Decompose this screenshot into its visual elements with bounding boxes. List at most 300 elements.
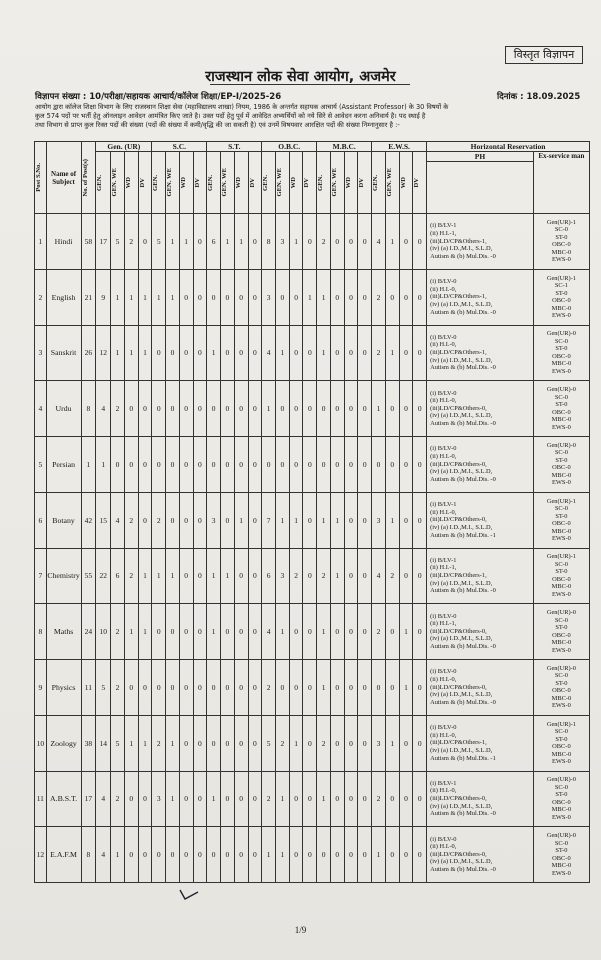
exservice-line: OBC-0 [552, 798, 571, 806]
row-count-cell: 0 [275, 660, 289, 716]
ph-line: (i) B/LV-0 [430, 668, 457, 676]
sub-header: WD [179, 152, 193, 214]
exservice-line: SC-1 [554, 282, 568, 290]
ph-line: (ii) H.I.-0, [430, 452, 457, 460]
exservice-line: OBC-0 [552, 743, 571, 751]
sub-header: GEN. [96, 152, 111, 214]
row-subject: A.B.S.T. [46, 771, 81, 827]
row-count-cell: 1 [221, 214, 235, 270]
row-posts: 11 [81, 660, 96, 716]
row-count-cell: 2 [152, 492, 166, 548]
row-posts: 8 [81, 381, 96, 437]
row-count-cell: 0 [289, 660, 303, 716]
row-count-cell: 0 [248, 715, 262, 771]
row-count-cell: 0 [138, 827, 152, 883]
table-row [35, 381, 590, 437]
row-count-cell: 0 [262, 437, 276, 493]
row-count-cell: 1 [207, 771, 221, 827]
row-count-cell: 0 [166, 827, 180, 883]
row-count-cell: 2 [372, 604, 386, 660]
row-count-cell: 2 [124, 214, 138, 270]
exservice-line: SC-0 [554, 337, 568, 345]
exservice-line: SC-0 [554, 728, 568, 736]
advertisement-date: दिनांक : 18.09.2025 [497, 92, 581, 102]
row-count-cell: 0 [358, 214, 372, 270]
row-count-cell: 2 [111, 660, 125, 716]
ph-line: (ii) H.I.-0, [430, 843, 457, 851]
group-sc-header: S.C. [152, 142, 207, 152]
row-count-cell: 0 [330, 660, 344, 716]
row-count-cell: 3 [275, 214, 289, 270]
col-sno-header: Post S.No. [35, 142, 47, 214]
row-count-cell: 0 [221, 381, 235, 437]
row-count-cell: 1 [124, 325, 138, 381]
row-count-cell: 2 [385, 548, 399, 604]
exservice-line: SC-0 [554, 505, 568, 513]
row-count-cell: 0 [413, 381, 427, 437]
table-row [35, 492, 590, 548]
ph-line: Autism & (b) Mul.Dis. -0 [430, 866, 496, 874]
exservice-line: MBC-0 [551, 750, 572, 758]
row-posts: 42 [81, 492, 96, 548]
exservice-line: MBC-0 [551, 527, 572, 535]
row-count-cell: 0 [248, 437, 262, 493]
sub-header: GEN. WE [385, 152, 399, 214]
row-count-cell: 0 [179, 548, 193, 604]
exservice-line: OBC-0 [552, 408, 571, 416]
ph-line: (i) B/LV-0 [430, 724, 457, 732]
row-count-cell: 0 [303, 492, 317, 548]
ph-line: (iii)LD/CP&Others-1, [430, 293, 487, 301]
sub-header: WD [344, 152, 358, 214]
ph-line: (iv) (a) I.D.,M.I., S.L.D, [430, 746, 493, 754]
exservice-line: ST-0 [555, 568, 568, 576]
row-ph-cell [427, 269, 534, 325]
ph-line: (iii)LD/CP&Others-1, [430, 237, 487, 245]
row-count-cell: 0 [221, 604, 235, 660]
row-count-cell: 2 [262, 660, 276, 716]
row-count-cell: 1 [317, 604, 331, 660]
row-count-cell: 0 [179, 325, 193, 381]
row-count-cell: 0 [111, 437, 125, 493]
row-count-cell: 1 [275, 827, 289, 883]
row-count-cell: 0 [166, 604, 180, 660]
row-count-cell: 1 [124, 604, 138, 660]
row-count-cell: 1 [399, 604, 413, 660]
group-st-header: S.T. [207, 142, 262, 152]
ph-line: (i) B/LV-1 [430, 779, 457, 787]
ph-spacer [427, 162, 534, 214]
exservice-line: ST-0 [555, 735, 568, 743]
row-count-cell: 0 [344, 827, 358, 883]
row-count-cell: 0 [413, 269, 427, 325]
row-count-cell: 0 [289, 604, 303, 660]
exservice-line: Gen(UR)-0 [546, 386, 576, 394]
row-count-cell: 0 [166, 381, 180, 437]
title-underline [210, 84, 410, 85]
row-count-cell: 0 [193, 437, 207, 493]
header-row-ph [35, 152, 590, 162]
row-count-cell: 0 [303, 214, 317, 270]
ph-line: (i) B/LV-0 [430, 333, 457, 341]
row-count-cell: 0 [358, 269, 372, 325]
row-count-cell: 0 [303, 604, 317, 660]
row-count-cell: 0 [248, 771, 262, 827]
exservice-line: MBC-0 [551, 583, 572, 591]
row-count-cell: 5 [111, 715, 125, 771]
row-count-cell: 0 [317, 437, 331, 493]
row-count-cell: 0 [124, 437, 138, 493]
row-count-cell: 2 [124, 492, 138, 548]
row-count-cell: 0 [124, 771, 138, 827]
ph-line: (i) B/LV-0 [430, 389, 457, 397]
horizontal-reservation-header: Horizontal Reservation [427, 142, 590, 152]
row-count-cell: 0 [399, 325, 413, 381]
exservice-line: Gen(UR)-1 [546, 720, 576, 728]
row-count-cell: 0 [344, 492, 358, 548]
row-count-cell: 1 [221, 548, 235, 604]
row-count-cell: 0 [385, 269, 399, 325]
ph-line: (iv) (a) I.D.,M.I., S.L.D, [430, 858, 493, 866]
row-count-cell: 0 [385, 660, 399, 716]
row-count-cell: 4 [96, 827, 111, 883]
row-count-cell: 0 [193, 492, 207, 548]
row-count-cell: 0 [193, 381, 207, 437]
ph-line: Autism & (b) Mul.Dis. -0 [430, 643, 496, 651]
row-subject: Maths [46, 604, 81, 660]
ph-line: (ii) H.I.-1, [430, 229, 457, 237]
row-count-cell: 1 [96, 437, 111, 493]
ph-line: Autism & (b) Mul.Dis. -1 [430, 754, 496, 762]
ph-line: (ii) H.I.-0, [430, 675, 457, 683]
row-count-cell: 1 [207, 325, 221, 381]
row-count-cell: 0 [234, 604, 248, 660]
row-count-cell: 1 [166, 715, 180, 771]
row-count-cell: 0 [193, 604, 207, 660]
ph-line: (i) B/LV-0 [430, 835, 457, 843]
row-count-cell: 0 [207, 715, 221, 771]
row-count-cell: 14 [96, 715, 111, 771]
row-count-cell: 1 [234, 214, 248, 270]
ph-line: (iv) (a) I.D.,M.I., S.L.D, [430, 523, 493, 531]
exservice-line: EWS-0 [552, 702, 571, 710]
row-count-cell: 1 [289, 492, 303, 548]
row-count-cell: 0 [344, 214, 358, 270]
sub-header: GEN. [262, 152, 276, 214]
row-count-cell: 0 [193, 548, 207, 604]
row-count-cell: 0 [179, 827, 193, 883]
table-row [35, 715, 590, 771]
handwritten-tick-mark [178, 887, 200, 901]
row-count-cell: 0 [179, 715, 193, 771]
row-count-cell: 0 [207, 827, 221, 883]
col-posts-header: No. of Post(s) [81, 142, 96, 214]
intro-line: कुल 574 पदों पर भर्ती हेतु ऑनलाइन आवेदन आमंत्रित किए जाते है। उक्त पदों हेतु पूर्व में आवेदित अभ्यर्थियों को नये सिरे से आवेदन करना अनिवार्य है। पद स्थाई है [35, 112, 426, 120]
commission-title: राजस्थान लोक सेवा आयोग, अजमेर [205, 69, 396, 85]
exservice-line: SC-0 [554, 839, 568, 847]
row-count-cell: 0 [221, 827, 235, 883]
exservice-line: EWS-0 [552, 758, 571, 766]
row-count-cell: 0 [234, 771, 248, 827]
row-count-cell: 0 [179, 269, 193, 325]
col-ph-header: PH [427, 152, 534, 162]
row-count-cell: 0 [344, 715, 358, 771]
row-count-cell: 0 [317, 381, 331, 437]
row-count-cell: 0 [193, 269, 207, 325]
row-count-cell: 3 [372, 492, 386, 548]
row-count-cell: 0 [385, 437, 399, 493]
ph-line: (iii)LD/CP&Others-0, [430, 850, 487, 858]
row-count-cell: 0 [413, 492, 427, 548]
sub-header: DV [303, 152, 317, 214]
row-count-cell: 0 [330, 827, 344, 883]
ph-line: (i) B/LV-0 [430, 612, 457, 620]
exservice-line: EWS-0 [552, 535, 571, 543]
row-subject: E.A.F.M [46, 827, 81, 883]
ph-line: Autism & (b) Mul.Dis. -0 [430, 698, 496, 706]
row-count-cell: 3 [152, 771, 166, 827]
row-count-cell: 0 [207, 660, 221, 716]
row-count-cell: 2 [111, 381, 125, 437]
group-ews-header: E.W.S. [372, 142, 427, 152]
exservice-line: ST-0 [555, 456, 568, 464]
ph-line: Autism & (b) Mul.Dis. -0 [430, 252, 496, 260]
table-row [35, 660, 590, 716]
table-row [35, 269, 590, 325]
row-count-cell: 4 [111, 492, 125, 548]
row-count-cell: 7 [262, 492, 276, 548]
row-count-cell: 0 [193, 325, 207, 381]
row-count-cell: 1 [317, 269, 331, 325]
row-ph-cell [427, 715, 534, 771]
row-count-cell: 3 [262, 269, 276, 325]
row-count-cell: 0 [124, 660, 138, 716]
row-count-cell: 6 [262, 548, 276, 604]
row-count-cell: 0 [344, 437, 358, 493]
row-count-cell: 0 [289, 771, 303, 827]
row-exservice-cell [533, 771, 589, 827]
row-count-cell: 0 [358, 548, 372, 604]
row-count-cell: 0 [399, 548, 413, 604]
row-count-cell: 0 [399, 214, 413, 270]
ph-line: (iii)LD/CP&Others-0, [430, 516, 487, 524]
table-body [35, 214, 590, 883]
row-count-cell: 0 [275, 437, 289, 493]
exservice-line: ST-0 [555, 289, 568, 297]
detailed-advertisement-tag: विस्तृत विज्ञापन [505, 46, 583, 64]
row-count-cell: 0 [179, 381, 193, 437]
row-count-cell: 0 [234, 325, 248, 381]
exservice-line: EWS-0 [552, 590, 571, 598]
ph-line: (iii)LD/CP&Others-1, [430, 739, 487, 747]
sub-header: DV [138, 152, 152, 214]
row-count-cell: 1 [289, 214, 303, 270]
ph-line: (iii)LD/CP&Others-0, [430, 627, 487, 635]
row-count-cell: 0 [138, 214, 152, 270]
row-count-cell: 0 [152, 827, 166, 883]
exservice-line: Gen(UR)-1 [546, 497, 576, 505]
row-count-cell: 1 [152, 269, 166, 325]
row-count-cell: 1 [399, 660, 413, 716]
ph-line: (i) B/LV-0 [430, 278, 457, 286]
sub-header: GEN. WE [221, 152, 235, 214]
sub-header: DV [358, 152, 372, 214]
row-count-cell: 1 [111, 269, 125, 325]
exservice-line: Gen(UR)-1 [546, 218, 576, 226]
row-count-cell: 0 [289, 827, 303, 883]
table-row [35, 827, 590, 883]
row-count-cell: 0 [221, 660, 235, 716]
row-count-cell: 0 [124, 381, 138, 437]
row-count-cell: 0 [179, 437, 193, 493]
exservice-line: MBC-0 [551, 248, 572, 256]
row-count-cell: 1 [111, 325, 125, 381]
row-count-cell: 1 [207, 604, 221, 660]
ph-line: (i) B/LV-1 [430, 556, 457, 564]
row-subject: Urdu [46, 381, 81, 437]
exservice-line: ST-0 [555, 233, 568, 241]
row-count-cell: 0 [138, 381, 152, 437]
ph-line: (iv) (a) I.D.,M.I., S.L.D, [430, 635, 493, 643]
ph-line: (ii) H.I.-0, [430, 397, 457, 405]
row-count-cell: 0 [372, 660, 386, 716]
row-count-cell: 0 [248, 548, 262, 604]
row-sno: 6 [35, 492, 47, 548]
row-count-cell: 1 [330, 492, 344, 548]
ph-line: (i) B/LV-1 [430, 501, 457, 509]
page-number: 1/9 [294, 925, 307, 935]
row-count-cell: 0 [399, 771, 413, 827]
ph-line: (iv) (a) I.D.,M.I., S.L.D, [430, 691, 493, 699]
row-count-cell: 0 [330, 269, 344, 325]
ph-line: Autism & (b) Mul.Dis. -1 [430, 531, 496, 539]
row-count-cell: 1 [385, 214, 399, 270]
row-count-cell: 0 [330, 214, 344, 270]
row-exservice-cell [533, 437, 589, 493]
row-count-cell: 0 [221, 492, 235, 548]
row-count-cell: 0 [193, 827, 207, 883]
row-count-cell: 0 [413, 715, 427, 771]
ph-line: (ii) H.I.-0, [430, 341, 457, 349]
exservice-line: SC-0 [554, 672, 568, 680]
row-count-cell: 1 [138, 269, 152, 325]
row-count-cell: 0 [221, 325, 235, 381]
exservice-line: MBC-0 [551, 304, 572, 312]
row-subject: Sanskrit [46, 325, 81, 381]
row-count-cell: 0 [413, 325, 427, 381]
ph-line: Autism & (b) Mul.Dis. -0 [430, 475, 496, 483]
ph-line: Autism & (b) Mul.Dis. -0 [430, 810, 496, 818]
row-posts: 26 [81, 325, 96, 381]
row-count-cell: 9 [96, 269, 111, 325]
exservice-line: EWS-0 [552, 312, 571, 320]
ph-line: (iv) (a) I.D.,M.I., S.L.D, [430, 412, 493, 420]
sub-header: DV [248, 152, 262, 214]
row-count-cell: 0 [234, 437, 248, 493]
row-count-cell: 1 [111, 827, 125, 883]
row-count-cell: 0 [248, 604, 262, 660]
exservice-line: EWS-0 [552, 256, 571, 264]
ph-line: (ii) H.I.-1, [430, 564, 457, 572]
row-count-cell: 0 [234, 269, 248, 325]
exservice-line: OBC-0 [552, 520, 571, 528]
row-count-cell: 0 [330, 771, 344, 827]
row-sno: 9 [35, 660, 47, 716]
row-count-cell: 6 [207, 214, 221, 270]
row-count-cell: 6 [111, 548, 125, 604]
row-count-cell: 0 [413, 437, 427, 493]
row-count-cell: 4 [96, 381, 111, 437]
sub-header: DV [193, 152, 207, 214]
row-count-cell: 0 [248, 827, 262, 883]
row-count-cell: 1 [303, 269, 317, 325]
row-subject: Botany [46, 492, 81, 548]
row-count-cell: 12 [96, 325, 111, 381]
row-count-cell: 1 [166, 771, 180, 827]
row-count-cell: 0 [330, 604, 344, 660]
exservice-line: Gen(UR)-0 [546, 664, 576, 672]
row-subject: Chemistry [46, 548, 81, 604]
row-ph-cell [427, 381, 534, 437]
row-count-cell: 0 [303, 325, 317, 381]
row-count-cell: 0 [385, 381, 399, 437]
sub-header: GEN. [317, 152, 331, 214]
row-count-cell: 0 [344, 660, 358, 716]
exservice-line: ST-0 [555, 791, 568, 799]
ph-line: (ii) H.I.-0, [430, 731, 457, 739]
row-count-cell: 0 [193, 660, 207, 716]
row-count-cell: 0 [413, 604, 427, 660]
row-count-cell: 0 [289, 269, 303, 325]
row-count-cell: 0 [358, 492, 372, 548]
row-count-cell: 0 [193, 715, 207, 771]
row-count-cell: 0 [344, 325, 358, 381]
ph-line: (iv) (a) I.D.,M.I., S.L.D, [430, 802, 493, 810]
row-count-cell: 0 [152, 381, 166, 437]
col-exservice-header: Ex-service man [533, 152, 589, 214]
row-subject: Zoology [46, 715, 81, 771]
row-count-cell: 0 [358, 437, 372, 493]
sub-header: GEN. [372, 152, 386, 214]
row-count-cell: 0 [317, 827, 331, 883]
exservice-line: SC-0 [554, 616, 568, 624]
row-count-cell: 2 [289, 548, 303, 604]
ph-line: Autism & (b) Mul.Dis. -0 [430, 308, 496, 316]
row-ph-cell [427, 548, 534, 604]
row-count-cell: 0 [166, 492, 180, 548]
row-count-cell: 5 [111, 214, 125, 270]
row-count-cell: 3 [372, 715, 386, 771]
row-ph-cell [427, 660, 534, 716]
ph-line: (i) B/LV-0 [430, 445, 457, 453]
row-count-cell: 0 [413, 214, 427, 270]
exservice-line: OBC-0 [552, 352, 571, 360]
row-count-cell: 0 [399, 269, 413, 325]
row-count-cell: 0 [179, 660, 193, 716]
ph-line: Autism & (b) Mul.Dis. -0 [430, 420, 496, 428]
exservice-line: Gen(UR)-0 [546, 609, 576, 617]
ph-line: (ii) H.I.-0, [430, 285, 457, 293]
row-count-cell: 0 [138, 660, 152, 716]
ph-line: (iii)LD/CP&Others-0, [430, 795, 487, 803]
exservice-line: Gen(UR)-0 [546, 330, 576, 338]
row-posts: 55 [81, 548, 96, 604]
row-count-cell: 2 [372, 269, 386, 325]
row-count-cell: 0 [330, 325, 344, 381]
row-sno: 8 [35, 604, 47, 660]
row-count-cell: 0 [358, 660, 372, 716]
exservice-line: MBC-0 [551, 639, 572, 647]
